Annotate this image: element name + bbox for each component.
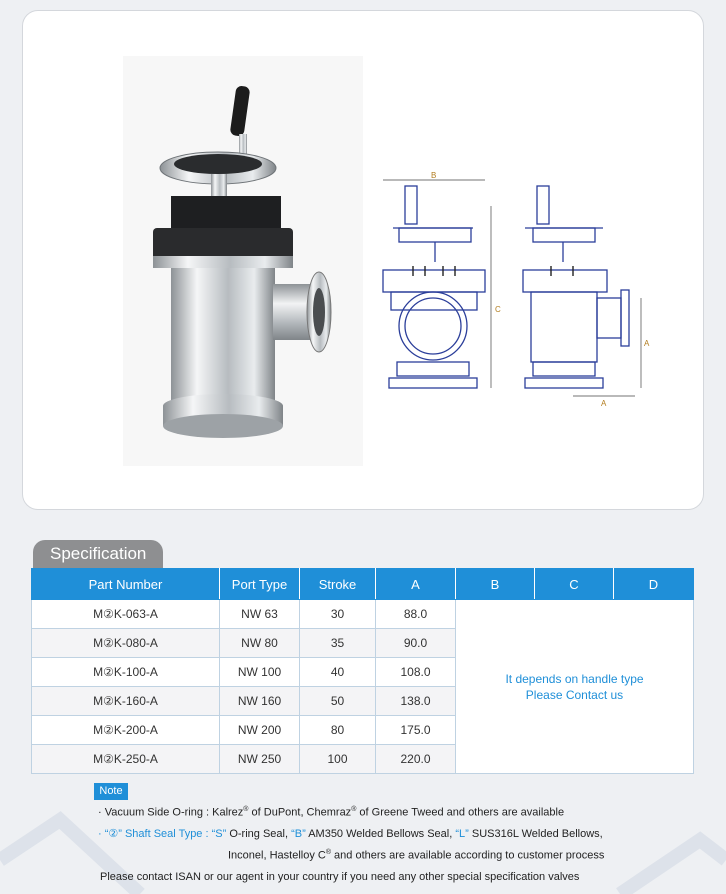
header-port-type: Port Type <box>220 569 300 600</box>
port-type-cell: NW 80 <box>220 629 300 658</box>
port-type-cell: NW 160 <box>220 687 300 716</box>
a-cell: 138.0 <box>376 687 456 716</box>
port-type-cell: NW 63 <box>220 600 300 629</box>
note-badge: Note <box>94 783 128 800</box>
stroke-cell: 50 <box>300 687 376 716</box>
header-stroke: Stroke <box>300 569 376 600</box>
stroke-cell: 80 <box>300 716 376 745</box>
a-cell: 108.0 <box>376 658 456 687</box>
port-type-cell: NW 200 <box>220 716 300 745</box>
a-cell: 220.0 <box>376 745 456 774</box>
header-c: C <box>535 569 614 600</box>
note-line-oring: · Vacuum Side O-ring : Kalrez® of DuPont, Chemraz® of Greene Tweed and others are available <box>98 806 565 819</box>
part-number-cell: M②K-250-A <box>32 745 220 774</box>
dimension-label-b: B <box>431 171 437 180</box>
part-number-cell: M②K-160-A <box>32 687 220 716</box>
dimension-label-c: C <box>495 305 501 314</box>
stroke-cell: 35 <box>300 629 376 658</box>
angle-valve-photo <box>123 56 363 466</box>
a-cell: 90.0 <box>376 629 456 658</box>
header-d: D <box>614 569 694 600</box>
product-image-panel <box>22 10 704 510</box>
note-line-contact: Please contact ISAN or our agent in your country if you need any other special specification valves <box>100 871 580 883</box>
a-cell: 175.0 <box>376 716 456 745</box>
table-header-row <box>32 569 694 600</box>
header-part-number: Part Number <box>32 569 220 600</box>
port-type-cell: NW 100 <box>220 658 300 687</box>
note-line-materials: Inconel, Hastelloy C® and others are available according to customer process <box>228 849 605 862</box>
part-number-cell: M②K-063-A <box>32 600 220 629</box>
specification-tab: Specification <box>33 540 163 568</box>
stroke-cell: 40 <box>300 658 376 687</box>
header-a: A <box>376 569 456 600</box>
specification-table <box>31 568 694 774</box>
a-cell: 88.0 <box>376 600 456 629</box>
stroke-cell: 30 <box>300 600 376 629</box>
dimension-label-a-bottom: A <box>601 399 607 406</box>
part-number-cell: M②K-080-A <box>32 629 220 658</box>
dimension-drawing <box>373 166 653 406</box>
part-number-cell: M②K-200-A <box>32 716 220 745</box>
stroke-cell: 100 <box>300 745 376 774</box>
note-line-shaft-seal: · “②” Shaft Seal Type : “S” O-ring Seal, “B” AM350 Welded Bellows Seal, “L” SUS316L Welded Bellows, <box>98 828 603 840</box>
table-row <box>32 600 694 629</box>
bcd-merged-cell <box>456 600 694 774</box>
handle-type-note: It depends on handle type <box>505 671 644 686</box>
part-number-cell: M②K-100-A <box>32 658 220 687</box>
port-type-cell: NW 250 <box>220 745 300 774</box>
dimension-label-a-side: A <box>644 339 650 348</box>
header-b: B <box>456 569 535 600</box>
contact-note: Please Contact us <box>525 687 624 702</box>
